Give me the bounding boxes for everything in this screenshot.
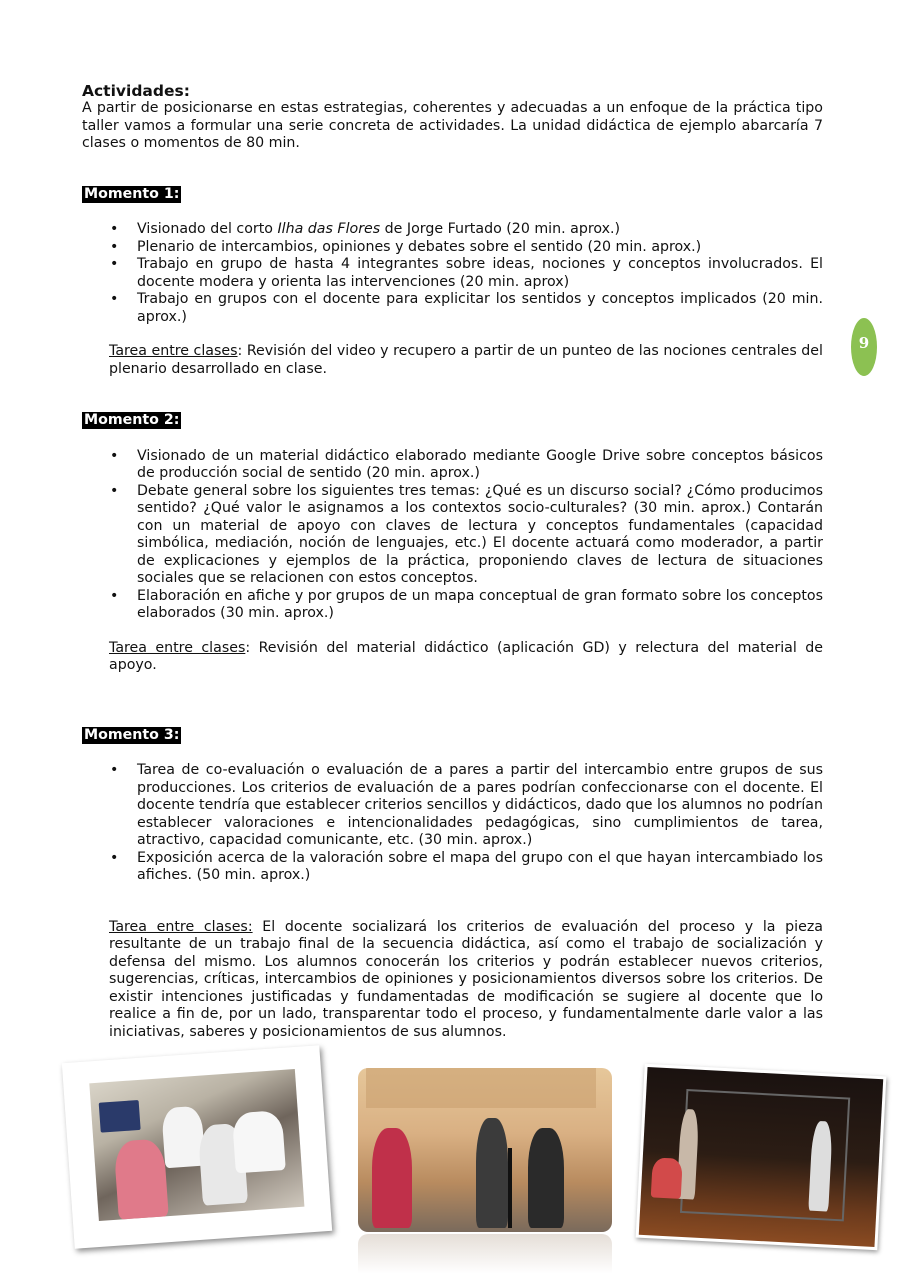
page-number-badge: 9 (851, 318, 877, 376)
momento-2-list (82, 448, 823, 623)
momento-2-tarea: Tarea entre clases: Revisión del material didáctico (aplicación GD) y relectura del material de apoyo. (109, 639, 823, 673)
momento-3-tarea: Tarea entre clases: El docente socializará los criterios de evaluación del proceso y la pieza resultante de un trabajo final de la secuencia didáctica, así como el trabajo de socialización y defensa del mismo. Los alumnos conocerán los criterios y podrán establecer nuevos criterios, sugerencias, críticas, intercambios de opiniones y posicionamientos diversos sobre los criterios. De existir intenciones justificadas y fundamentadas de modificación se sugiere al docente que lo realice a fin de, por un lado, transparentar todo el proceso, y fundamentalmente darle valor a las iniciativas, saberes y posicionamientos de sus alumnos. (109, 918, 823, 1040)
list-item: • Visionado del corto Ilha das Flores de Jorge Furtado (20 min. aprox.) (137, 221, 823, 239)
momento-2-label: Momento 2: (84, 412, 180, 428)
list-item: • Trabajo en grupo de hasta 4 integrantes sobre ideas, nociones y conceptos involucrados. El docente modera y orienta las intervenciones (20 min. aprox) (137, 256, 823, 291)
list-item: • Elaboración en afiche y por grupos de un mapa conceptual de gran formato sobre los conceptos elaborados (30 min. aprox.) (137, 588, 823, 623)
tarea-label: Tarea entre clases (109, 343, 238, 359)
list-item: • Trabajo en grupos con el docente para explicitar los sentidos y conceptos implicados (20 min. aprox.) (137, 291, 823, 326)
list-item: • Debate general sobre los siguientes tres temas: ¿Qué es un discurso social? ¿Cómo producimos sentido? ¿Qué valor le asignamos a los contextos socio-culturales? (30 min. aprox.) Contarán con un material de apoyo con claves de lectura y conceptos fundamentales (capacidad simbólica, mediación, noción de lenguajes, etc.) El docente actuará como moderador, a partir de explicaciones y ejemplos de la práctica, proponiendo claves de lectura de situaciones sociales que se relacionen con estos conceptos. (137, 483, 823, 588)
momento-1-tarea: Tarea entre clases: Revisión del video y recupero a partir de un punteo de las nociones centrales del plenario desarrollado en clase. (109, 343, 823, 377)
list-item: • Exposición acerca de la valoración sobre el mapa del grupo con el que hayan intercambiado los afiches. (50 min. aprox.) (137, 850, 823, 885)
film-title: Ilha das Flores (277, 221, 381, 237)
momento-1-label: Momento 1: (84, 185, 180, 202)
tarea-label: Tarea entre clases (109, 639, 246, 656)
momento-1-list (82, 221, 823, 326)
momento-3-list (82, 762, 823, 885)
stage-photo (636, 1064, 887, 1250)
list-item: • Visionado de un material didáctico elaborado mediante Google Drive sobre conceptos básicos de producción social de sentido (20 min. aprox.) (137, 448, 823, 483)
momento-3-label: Momento 3: (84, 726, 180, 743)
filming-photo (358, 1068, 612, 1232)
list-item: • Tarea de co-evaluación o evaluación de a pares a partir del intercambio entre grupos de sus producciones. Los criterios de evaluación de a pares podrían confeccionarse con el docente. El docente tendría que establecer criterios sencillos y didácticos, dado que los alumnos no podrían establecer valoraciones e intencionalidades pedagógicas, sino cumplimientos de tarea, atractivo, capacidad comunicante, etc. (30 min. aprox.) (137, 762, 823, 850)
document-body (82, 82, 823, 1041)
classroom-photo (62, 1045, 332, 1249)
photo-reflection (358, 1234, 612, 1274)
intro-paragraph: A partir de posicionarse en estas estrategias, coherentes y adecuadas a un enfoque de la práctica tipo taller vamos a formular una serie concreta de actividades. La unidad didáctica de ejemplo abarcaría 7 clases o momentos de 80 min. (82, 100, 823, 151)
list-item: • Plenario de intercambios, opiniones y debates sobre el sentido (20 min. aprox.) (137, 239, 823, 257)
tarea-label: Tarea entre clases: (109, 918, 253, 935)
section-heading: Actividades: (82, 82, 190, 100)
